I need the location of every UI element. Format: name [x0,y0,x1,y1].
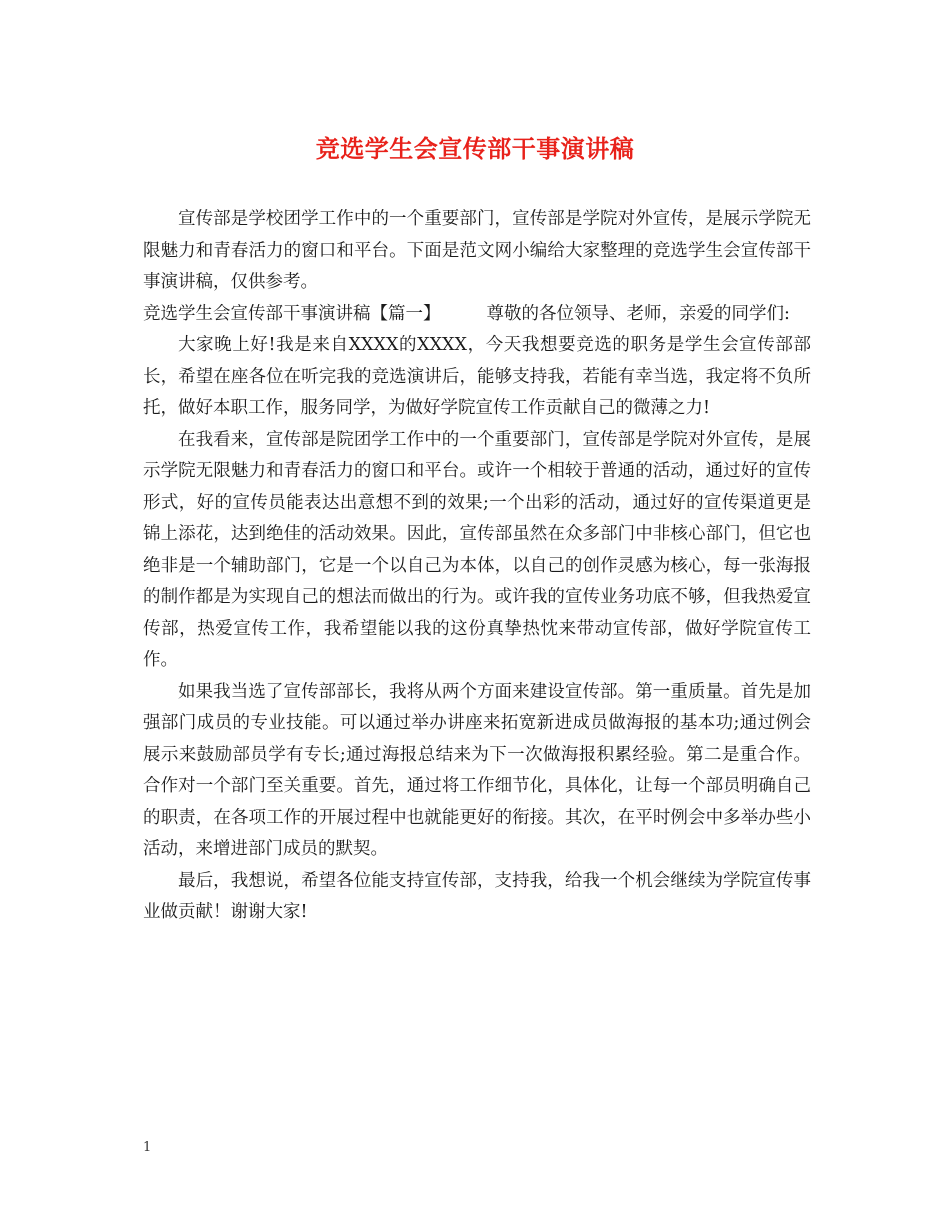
document-title: 竞选学生会宣传部干事演讲稿 [315,134,635,163]
salutation: 尊敬的各位领导、老师，亲爱的同学们: [486,303,790,324]
closing-paragraph: 最后，我想说，希望各位能支持宣传部，支持我，给我一个机会继续为学院宣传事业做贡献！谢谢大家! [143,870,811,922]
section-heading: 竞选学生会宣传部干事演讲稿【篇一】 [143,303,441,324]
greeting-paragraph: 大家晚上好!我是来自XXXX的XXXX，今天我想要竞选的职务是学生会宣传部部长，希望在座各位在听完我的竞选演讲后，能够支持我，若能有幸当选，我定将不负所托，做好本职工作，服务同学，为做好学院宣传工作贡献自己的微薄之力! [143,335,811,418]
document-body [143,204,811,929]
page-number: 1 [143,1140,152,1155]
plan-paragraph: 如果我当选了宣传部部长，我将从两个方面来建设宣传部。第一重质量。首先是加强部门成员的专业技能。可以通过举办讲座来拓宽新进成员做海报的基本功;通过例会展示来鼓励部员学有专长;通过海报总结来为下一次做海报积累经验。第二是重合作。合作对一个部门至关重要。首先，通过将工作细节化，具体化，让每一个部员明确自己的职责，在各项工作的开展过程中也就能更好的衔接。其次，在平时例会中多举办些小活动，来增进部门成员的默契。 [143,681,811,859]
section-heading-line [143,299,811,331]
intro-paragraph: 宣传部是学校团学工作中的一个重要部门，宣传部是学院对外宣传，是展示学院无限魅力和青春活力的窗口和平台。下面是范文网小编给大家整理的竞选学生会宣传部干事演讲稿，仅供参考。 [143,209,811,292]
view-paragraph: 在我看来，宣传部是院团学工作中的一个重要部门，宣传部是学院对外宣传，是展示学院无限魅力和青春活力的窗口和平台。或许一个相较于普通的活动，通过好的宣传形式，好的宣传员能表达出意想不到的效果;一个出彩的活动，通过好的宣传渠道更是锦上添花，达到绝佳的活动效果。因此，宣传部虽然在众多部门中非核心部门，但它也绝非是一个辅助部门，它是一个以自己为本体，以自己的创作灵感为核心，每一张海报的制作都是为实现自己的想法而做出的行为。或许我的宣传业务功底不够，但我热爱宣传部，热爱宣传工作，我希望能以我的这份真挚热忱来带动宣传部，做好学院宣传工作。 [143,429,811,670]
